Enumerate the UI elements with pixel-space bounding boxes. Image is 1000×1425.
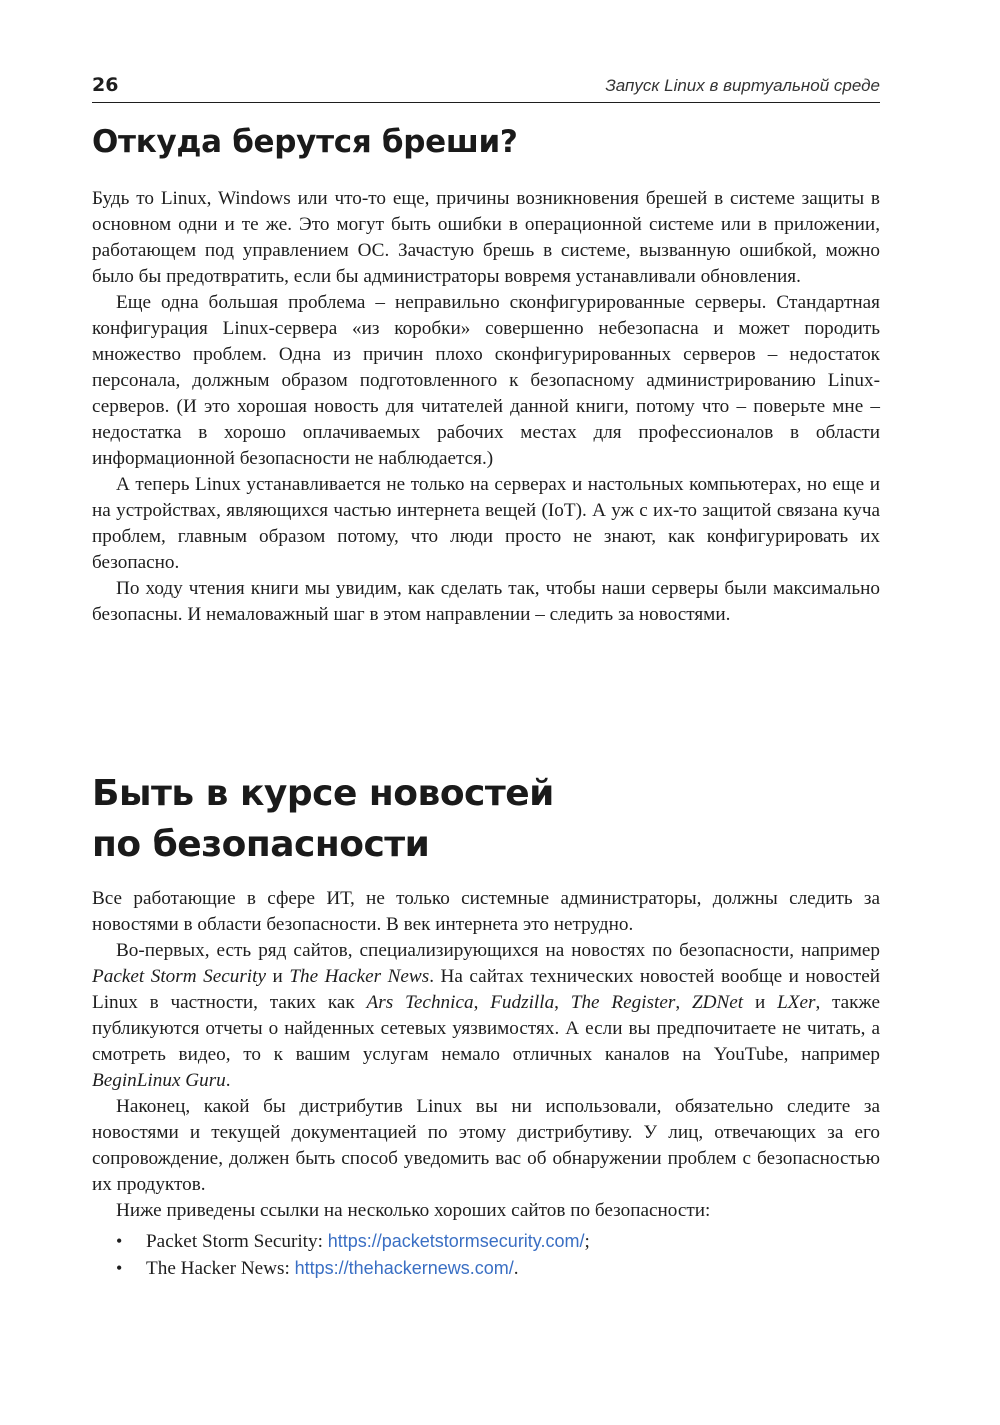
heading-line: по безопасности [92, 824, 430, 865]
list-punct: ; [584, 1231, 590, 1252]
section-security-news-body [92, 886, 880, 1282]
link-label: The Hacker News: [146, 1258, 295, 1279]
security-sites-list [92, 1228, 880, 1282]
site-name: The Register [570, 992, 676, 1013]
hackernews-link[interactable]: https://thehackernews.com/ [294, 1258, 514, 1278]
section-heading-breaches: Откуда берутся бреши? [92, 124, 518, 160]
paragraph: Ниже приведены ссылки на несколько хороших сайтов по безопасности: [116, 1200, 711, 1221]
heading-line: Быть в курсе новостей [92, 773, 554, 814]
site-name: ZDNet [691, 992, 744, 1013]
text-run: Во-первых, есть ряд сайтов, специализирующихся на новостях по безопасности, например [116, 940, 880, 961]
list-item [92, 1255, 880, 1282]
paragraph: Будь то Linux, Windows или что-то еще, причины возникновения брешей в системе защиты в основном одни и те же. Это могут быть ошибки в операционной системе или в приложении, работающем под управлением ОС. Зачастую брешь в системе, вызванную ошибкой, можно было бы предотвратить, если бы администраторы вовремя устанавливали обновления. [92, 188, 880, 287]
chapter-title: Запуск Linux в виртуальной среде [605, 76, 880, 95]
bullet-icon: • [116, 1258, 123, 1278]
bullet-icon: • [116, 1231, 123, 1251]
packetstorm-link[interactable]: https://packetstormsecurity.com/ [327, 1231, 585, 1251]
paragraph: А теперь Linux устанавливается не только на серверах и настольных компьютерах, но еще и на устройствах, являющихся частью интернета вещей (IoT). А уж с их-то защитой связана куча проблем, главным образом потому, что люди просто не знают, как конфигурировать их безопасно. [92, 474, 880, 573]
paragraph-news-sites [92, 938, 880, 1094]
paragraph: По ходу чтения книги мы увидим, как сделать так, чтобы наши серверы были максимально безопасны. И немаловажный шаг в этом направлении – следить за новостями. [92, 578, 880, 625]
running-header [92, 72, 880, 103]
text-run: , [675, 992, 692, 1013]
section-breaches-body [92, 186, 880, 628]
site-name: The Hacker News [289, 966, 430, 987]
text-run: , также публикуются отчеты о найденных сетевых уязвимостях. А если вы предпочитаете не читать, а смотреть видео, то к вашим услугам немало отличных каналов на YouTube, например [92, 992, 881, 1065]
paragraph: Все работающие в сфере ИТ, не только системные администраторы, должны следить за новостями в области безопасности. В век интернета это нетрудно. [92, 888, 880, 935]
list-punct: . [513, 1258, 519, 1279]
text-run: . На сайтах технических новостей вообще и новостей Linux в частности, таких как [92, 966, 881, 1013]
site-name: Ars Technica [366, 992, 474, 1013]
site-name: Fudzilla [490, 992, 555, 1013]
page-number: 26 [92, 74, 119, 96]
link-label: Packet Storm Security: [146, 1231, 328, 1252]
text-run: , [473, 992, 491, 1013]
site-name: Packet Storm Security [92, 966, 266, 987]
section-heading-security-news [92, 768, 554, 870]
channel-name: BeginLinux Guru [92, 1070, 226, 1091]
paragraph: Наконец, какой бы дистрибутив Linux вы ни использовали, обязательно следите за новостями и текущей документацией по этому дистрибутиву. У лиц, отвечающих за его сопровождение, должен быть способ уведомить вас об обнаружении проблем с безопасностью их продуктов. [92, 1096, 880, 1195]
site-name: LXer [777, 992, 816, 1013]
text-run: . [225, 1070, 231, 1091]
text-run: и [265, 966, 290, 987]
text-run: , [554, 992, 571, 1013]
text-run: и [743, 992, 778, 1013]
list-item [92, 1228, 880, 1255]
paragraph: Еще одна большая проблема – неправильно сконфигурированные серверы. Стандартная конфигурация Linux-сервера «из коробки» совершенно небезопасна и может породить множество проблем. Одна из причин плохо сконфигурированных серверов – недостаток персонала, должным образом подготовленного к безопасному администрированию Linux-серверов. (И это хорошая новость для читателей данной книги, потому что – поверьте мне – недостатка в хорошо оплачиваемых рабочих местах для профессионалов в области информационной безопасности не наблюдается.) [92, 292, 880, 469]
